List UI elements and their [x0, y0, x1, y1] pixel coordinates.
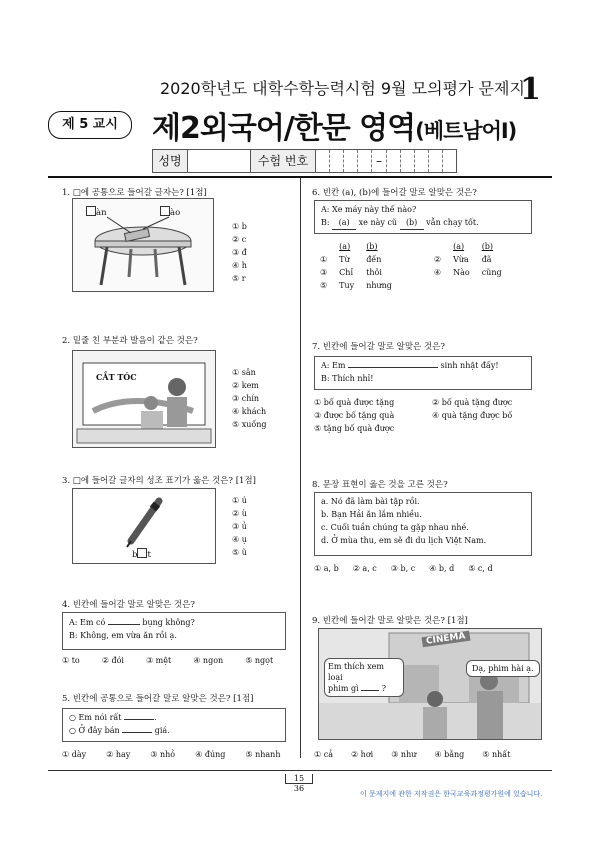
- subject-main: 제2외국어/한문 영역: [152, 111, 416, 146]
- q6-options-row: ⑤ Tuy nhưng: [314, 279, 508, 292]
- q1-label-b: ào: [160, 206, 180, 218]
- q6-options-header: (a) (b) (a) (b): [339, 242, 494, 251]
- option[interactable]: ① bố quà được tặng: [314, 398, 395, 407]
- q7-title: 7. 빈칸에 들어갈 말로 알맞은 것은?: [312, 342, 445, 352]
- q5-title: 5. 빈칸에 공통으로 들어갈 말로 알맞은 것은? [1점]: [62, 694, 254, 704]
- option-number[interactable]: ①: [320, 255, 328, 264]
- q2-title: 2. 밑줄 친 부분과 발음이 같은 것은?: [62, 336, 198, 346]
- exam-header-title: 2020학년도 대학수학능력시험 9월 모의평가 문제지: [160, 79, 525, 98]
- q7-options: [314, 396, 544, 435]
- q7-dialogue: [314, 356, 532, 390]
- exam-number-cell[interactable]: [344, 150, 358, 172]
- q9-bubble-answer: Dạ, phim hài ạ.: [466, 660, 540, 677]
- option[interactable]: ② c: [232, 235, 247, 244]
- exam-number-cell[interactable]: [401, 150, 415, 172]
- q5-box: [62, 708, 286, 742]
- q6-dialogue: [314, 200, 532, 234]
- q8-title: 8. 문장 표현이 옳은 것을 고른 것은?: [312, 480, 448, 490]
- option[interactable]: ④ ụ: [232, 535, 247, 544]
- student-id-row: [152, 149, 457, 173]
- option-number[interactable]: ⑤: [320, 281, 328, 290]
- footer-divider: [48, 770, 552, 771]
- q4-options: [62, 654, 273, 667]
- q3-title: 3. □에 들어갈 글자의 성조 표기가 옳은 것은? [1점]: [62, 476, 256, 486]
- option[interactable]: ② hơi: [350, 750, 374, 759]
- option[interactable]: ⑤ tặng bố quà được: [314, 424, 395, 433]
- option[interactable]: ① dày: [62, 750, 87, 759]
- q4-title: 4. 빈칸에 들어갈 말로 알맞은 것은?: [62, 600, 195, 610]
- option[interactable]: ② ù: [232, 509, 247, 518]
- q2-options: [232, 366, 267, 431]
- option[interactable]: ① b: [232, 222, 247, 231]
- q2-sign: CẮT TÓC: [96, 372, 137, 382]
- option[interactable]: ① to: [62, 656, 80, 665]
- q8-options: [314, 562, 493, 575]
- exam-number-cell[interactable]: [429, 150, 443, 172]
- copyright-notice: 이 문제지에 관한 저작권은 한국교육과정평가원에 있습니다.: [360, 790, 543, 798]
- q1-options: [232, 220, 247, 285]
- q5-line-1: ○ Em nói rất .: [69, 713, 157, 722]
- q3-options: [232, 494, 247, 559]
- q8-line: c. Cuối tuần chúng ta gặp nhau nhé.: [321, 523, 469, 532]
- option[interactable]: ④ bằng: [434, 750, 465, 759]
- q9-title: 9. 빈칸에 들어갈 말로 알맞은 것은? [1점]: [312, 616, 468, 626]
- q8-line: b. Bạn Hải ăn lắm nhiều.: [321, 510, 422, 519]
- option[interactable]: ④ khách: [232, 407, 267, 416]
- name-label: 성명: [153, 150, 188, 172]
- q6-options-table: [314, 240, 508, 292]
- q4-line-b: B: Không, em vừa ăn rồi ạ.: [69, 631, 177, 640]
- exam-number-cell[interactable]: [387, 150, 401, 172]
- q8-line: a. Nó đã làm bài tập rồi.: [321, 497, 420, 506]
- q8-box: [314, 492, 532, 556]
- option-number[interactable]: ④: [433, 268, 442, 277]
- option[interactable]: ③ như: [391, 750, 417, 759]
- option[interactable]: ④ h: [232, 261, 247, 270]
- q1-title: 1. □에 공통으로 들어갈 글자는? [1점]: [62, 188, 207, 198]
- q1-label-a: àn: [86, 206, 107, 218]
- exam-number-cell[interactable]: [415, 150, 429, 172]
- option[interactable]: ② đói: [101, 656, 124, 665]
- option[interactable]: ③ mệt: [145, 656, 172, 665]
- page-indicator: 15 36: [285, 774, 313, 793]
- option-number[interactable]: ②: [433, 255, 442, 264]
- exam-number-cell[interactable]: [330, 150, 344, 172]
- option[interactable]: ⑤ xuống: [232, 420, 267, 429]
- option[interactable]: ③ b, c: [390, 564, 416, 573]
- q5-line-2: ○ Ở đây bán giá.: [69, 726, 170, 735]
- q9-cinema-sign: CINEMA: [422, 631, 470, 648]
- subject-sub: (베트남어Ⅰ): [415, 119, 517, 143]
- option[interactable]: ⑤ nhất: [482, 750, 511, 759]
- option[interactable]: ③ chín: [232, 394, 260, 403]
- option[interactable]: ④ quà tặng được bố: [432, 411, 513, 420]
- option[interactable]: ④ đúng: [195, 750, 226, 759]
- q9-options: [314, 748, 510, 761]
- name-field[interactable]: [188, 150, 251, 172]
- column-divider: [300, 178, 301, 758]
- exam-number-cell[interactable]: [443, 150, 456, 172]
- option[interactable]: ② hay: [106, 750, 131, 759]
- exam-number-cell[interactable]: [316, 150, 330, 172]
- option[interactable]: ② kem: [232, 381, 259, 390]
- q8-line: d. Ở mùa thu, em sẽ đi du lịch Việt Nam.: [321, 536, 487, 545]
- q2-image: [72, 350, 216, 448]
- option[interactable]: ⑤ c, d: [468, 564, 493, 573]
- q7-line-b: B: Thích nhỉ!: [321, 374, 374, 383]
- q9-bubble-question: Em thích xem loại phim gì ?: [324, 658, 404, 697]
- q4-line-a: A: Em có bụng không?: [69, 618, 195, 627]
- session-badge: 제 5 교시: [48, 111, 132, 139]
- barbershop-illustration: [73, 351, 215, 447]
- option[interactable]: ① a, b: [314, 564, 339, 573]
- option[interactable]: ② a, c: [352, 564, 377, 573]
- q6-line-b: B: (a) xe này cũ (b) vẫn chạy tốt.: [315, 216, 531, 230]
- q4-dialogue: [62, 612, 286, 650]
- q6-options-row: ① Từ đến ② Vừa đã: [314, 253, 508, 266]
- q6-line-a: A: Xe máy này thế nào?: [321, 205, 417, 214]
- page-number-large: 1: [520, 72, 541, 107]
- option[interactable]: ③ đ: [232, 248, 247, 257]
- q5-options: [62, 748, 280, 761]
- option[interactable]: ③ ủ: [232, 522, 247, 531]
- option[interactable]: ① sân: [232, 368, 256, 377]
- exam-number-label: 수험 번호: [251, 150, 316, 172]
- option[interactable]: ④ ngon: [193, 656, 224, 665]
- q6-title: 6. 빈칸 (a), (b)에 들어갈 말로 알맞은 것은?: [312, 188, 477, 198]
- option[interactable]: ② bố quà tặng được: [432, 398, 513, 407]
- option[interactable]: ③ nhỏ: [150, 750, 176, 759]
- option[interactable]: ③ được bố tặng quà: [314, 411, 395, 420]
- exam-number-separator: –: [372, 150, 387, 172]
- q6-options-row: ③ Chỉ thôi ④ Nào cũng: [314, 266, 508, 279]
- subject-title: [152, 103, 516, 147]
- q7-line-a: A: Em sinh nhật đấy!: [321, 361, 499, 370]
- option[interactable]: ① ú: [232, 496, 247, 505]
- option-number[interactable]: ③: [320, 268, 328, 277]
- q3-word: b t: [132, 550, 151, 560]
- option[interactable]: ⑤ nhanh: [245, 750, 281, 759]
- option[interactable]: ⑤ ũ: [232, 548, 247, 557]
- option[interactable]: ⑤ ngọt: [245, 656, 274, 665]
- exam-number-cell[interactable]: [358, 150, 372, 172]
- option[interactable]: ⑤ r: [232, 274, 246, 283]
- option[interactable]: ① cả: [314, 750, 333, 759]
- option[interactable]: ④ b, d: [429, 564, 455, 573]
